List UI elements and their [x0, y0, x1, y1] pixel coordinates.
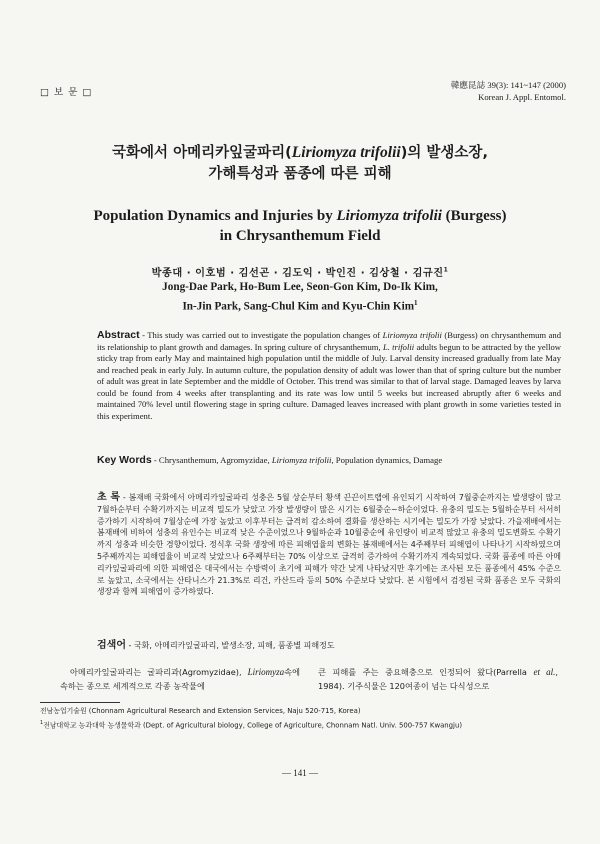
- english-authors: [40, 279, 560, 315]
- korean-summary: 초 록 - 봄재배 국화에서 아메리카잎굴파리 성충은 5월 상순부터 황색 끈끈이트랩에 유인되기 시작하여 7월중순까지는 발생량이 많고 7월하순부터 수확기까지는 비교적 밀도가 낮았고 가장 발생량이 많은 시기는 6월중순~하순이었다. 유충의 밀도는 5월하순부터 서서히 증가하기 시작하여 7월상순에 가장 높았고 이후부터는 급격히 감소하여 결화를 생산하는 시기에는 밀도가 가장 낮았다. 가을재배에서는 봄재배에 비하여 성충의 유인수는 비교적 낮은 수준이었으나 9월하순과 10월중순에 유인량이 비교적 많았고 유충의 밀도변화도 수확기까지 성충과 비슷한 경향이었다. 정식후 국화 생장에 따른 피해엽율의 변화는 봄재배에서는 4주째부터 피해엽이 나타나기 시작하였으며 5주째까지는 피해엽율이 비교적 낮았으나 6주째부터는 70% 이상으로 급격히 증가하여 수확기까지 계속되었다. 국화 품종에 따른 아메리카잎굴파리에 의한 피해엽은 대국에서는 수방력이 초기에 피해가 약간 낮게 나타났지만 후기에는 조사된 모든 품종에서 45% 수준으로 높았고, 소국에서는 산타니스가 21.3%로 리건, 카산드라 등의 50% 수준보다 낮았다. 본 시험에서 검정된 국화 품종은 모두 국화의 생장과 함께 피해엽이 증가하였다.: [97, 492, 561, 597]
- english-authors-line1: Jong-Dae Park, Ho-Bum Lee, Seon-Gon Kim, Do-Ik Kim,: [162, 281, 438, 293]
- korean-title-line1: 국화에서 아메리카잎굴파리(Liriomyza trifolii)의 발생소장,: [112, 144, 488, 161]
- korean-title-line2: 가해특성과 품종에 따른 피해: [208, 166, 392, 182]
- journal-name: Korean J. Appl. Entomol.: [478, 92, 566, 102]
- abstract-label: Abstract: [97, 329, 140, 341]
- english-title-line2: in Chrysanthemum Field: [219, 228, 381, 244]
- korean-title: [40, 142, 560, 185]
- korean-authors: 박종대 · 이호범 · 김선곤 · 김도익 · 박인진 · 김상철 · 김규진$^1$: [151, 266, 449, 279]
- english-title: [40, 206, 560, 246]
- footnote-divider: [40, 702, 120, 703]
- journal-citation-line1: 韓應昆誌 39(3): 141~147 (2000): [450, 80, 566, 90]
- section-label: □ 보 문 □: [40, 87, 93, 98]
- english-authors-line2: In-Jin Park, Sang-Chul Kim and Kyu-Chin Kim$^1$: [182, 299, 418, 313]
- body-left-column: 아메리카잎굴파리는 굴파리과(Agromyzidae), Liriomyza속에 속하는 종으로 세계적으로 각종 농작물에: [60, 667, 300, 691]
- author-affiliation-mark: 1: [443, 266, 449, 274]
- korean-keywords-label: 검색어: [97, 640, 126, 651]
- english-title-line1: Population Dynamics and Injuries by Liriomyza trifolii (Burgess): [93, 208, 507, 224]
- footnote-affiliation-2: $^1$전남대학교 농과대학 농생물학과 (Dept. of Agricultural biology, College of Agriculture, Chonnam Natl. Univ. 500-757 Kwangju): [40, 720, 463, 730]
- journal-citation: [380, 79, 566, 103]
- footnote-affiliation-1: 전남농업기술원 (Chonnam Agricultural Research and Extension Services, Naju 520-715, Korea): [40, 707, 361, 715]
- abstract: Abstract - This study was carried out to investigate the population changes of Liriomyza trifolii (Burgess) on chrysanthemum and its relationship to plant growth and damages. In spring culture of chrysanthemum, L. trifolii adults begun to be attracted by the yellow sticky trap from early May and maintained high population until the middle of July. Larval density increased gradually from late May and reached peak in early July. In autumn culture, the population density of adult was lower than that of spring culture but the number of adult was great in late September and the middle of October. This trend was similar to that of larval stage. Damaged leaves by larva could be found from 4 weeks after transplanting and its rate was low until 5 weeks but increased abruptly after 6 weeks and maintained 70% level until flowering stage in spring culture. Damaged leaves increased with plant growth in some varieties tested in this experiment.: [97, 329, 562, 421]
- page-number: — 141 —: [282, 768, 318, 778]
- keywords-label: Key Words: [97, 454, 152, 466]
- korean-keywords: 검색어 - 국화, 아메리카잎굴파리, 발생소장, 피해, 품종별 피해정도: [97, 640, 335, 651]
- english-title-species: Liriomyza trifolii: [336, 208, 442, 224]
- keywords: Key Words - Chrysanthemum, Agromyzidae, Liriomyza trifolii, Population dynamics, Damage: [97, 454, 443, 466]
- korean-title-species: Liriomyza trifolii: [291, 144, 401, 161]
- body-right-column: 큰 피해를 주는 중요해충으로 인정되어 왔다(Parrella et al., 1984). 기주식물은 120여종이 넘는 다식성으로: [318, 667, 559, 691]
- korean-summary-label: 초 록: [97, 492, 121, 503]
